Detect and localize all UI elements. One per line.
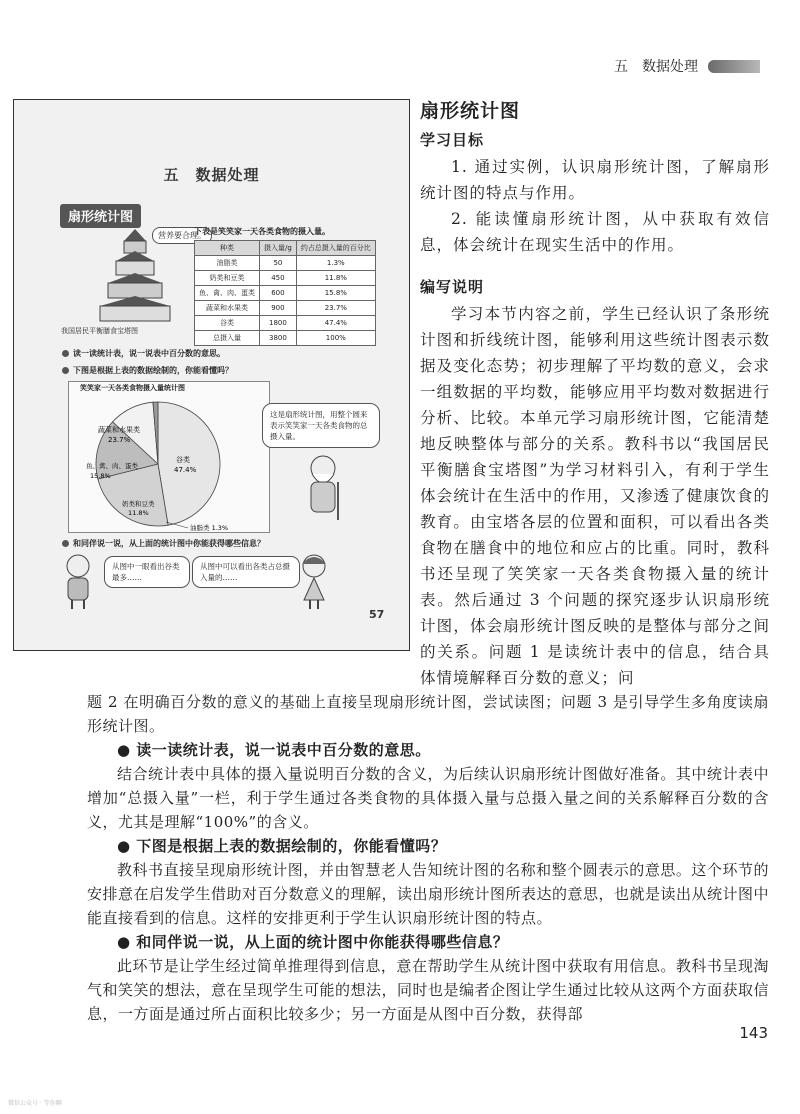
girl-xiaoxiao-illustration xyxy=(296,552,332,610)
objective-2: 2. 能读懂扇形统计图，从中获取有效信息，体会统计在现实生活中的作用。 xyxy=(420,210,770,254)
full-width-text xyxy=(87,690,769,1026)
pie-label-meat-name: 鱼、禽、肉、蛋类 xyxy=(86,462,138,470)
table-header-cell: 约占总摄入量的百分比 xyxy=(296,241,375,256)
table-cell: 11.8% xyxy=(296,271,375,286)
question-2-text: 下图是根据上表的数据绘制的，你能看懂吗？ xyxy=(73,366,233,375)
notes-heading: 编写说明 xyxy=(420,278,485,296)
table-cell: 油脂类 xyxy=(195,256,260,271)
table-header-cell: 种类 xyxy=(195,241,260,256)
page-number: 143 xyxy=(739,1024,768,1042)
question-1 xyxy=(62,348,225,359)
table-header-cell: 摄入量/g xyxy=(260,241,297,256)
pie-label-grain-name: 谷类 xyxy=(176,456,190,464)
pie-label-grain-pct: 47.4% xyxy=(174,466,197,474)
continuation-text: 题 2 在明确百分数的意义的基础上直接呈现扇形统计图，尝试读图；问题 3 是引导学生多角度读扇形统计图。 xyxy=(87,693,769,735)
table-row xyxy=(195,316,376,331)
question-2 xyxy=(62,365,233,376)
question-3-text: 和同伴说一说，从上面的统计图中你能获得哪些信息？ xyxy=(73,539,265,548)
wise-old-man-illustration xyxy=(302,452,344,522)
paragraph-2: 教科书直接呈现扇形统计图，并由智慧老人告知统计图的名称和整个圆表示的意思。这个环节的安排意在启发学生借助对百分数意义的理解，读出扇形统计图所表达的意思，也就是读出从统计图中能直接看到的信息。这样的安排更利于学生认识扇形统计图的特点。 xyxy=(87,861,770,927)
table-row xyxy=(195,256,376,271)
food-intake-table xyxy=(194,240,376,346)
table-header-row xyxy=(195,241,376,256)
table-cell: 47.4% xyxy=(296,316,375,331)
pie-chart xyxy=(78,394,258,534)
question-1-text: 读一读统计表，说一说表中百分数的意思。 xyxy=(73,349,225,358)
table-cell: 15.8% xyxy=(296,286,375,301)
pie-label-meat-pct: 15.8% xyxy=(90,472,111,480)
pie-chart-title: 笑笑家一天各类食物摄入量统计图 xyxy=(80,384,185,392)
section-label: 扇形统计图 xyxy=(60,204,141,228)
kid-speech-bubble-2: 从图中可以看出各类占总摄入量的…… xyxy=(192,556,300,588)
pie-label-oil: 油脂类 1.3% xyxy=(190,524,229,532)
table-cell: 鱼、禽、肉、蛋类 xyxy=(195,286,260,301)
pie-label-veg-pct: 23.7% xyxy=(108,436,131,444)
right-column xyxy=(420,96,770,691)
unit-title: 五 数据处理 xyxy=(163,166,260,184)
bullet-dot-icon xyxy=(62,350,69,357)
embedded-page-number: 57 xyxy=(369,608,385,621)
table-cell: 50 xyxy=(260,256,297,271)
table-row xyxy=(195,301,376,316)
bullet-heading-2: ● 下图是根据上表的数据绘制的，你能看懂吗？ xyxy=(117,837,447,855)
bullet-heading-1: ● 读一读统计表，说一说表中百分数的意思。 xyxy=(117,741,431,759)
chapter-header: 五 数据处理 xyxy=(614,59,698,75)
objective-1: 1. 通过实例，认识扇形统计图，了解扇形统计图的特点与作用。 xyxy=(420,158,770,202)
paragraph-3: 此环节是让学生经过简单推理得到信息，意在帮助学生从统计图中获取有用信息。教科书呈现淘气和笑笑的想法，意在呈现学生可能的想法，同时也是编者企图让学生通过比较从这两个方面获取信息，一方面是通过所占面积比较多少；另一方面是从图中百分数，获得部 xyxy=(87,957,770,1023)
table-cell: 谷类 xyxy=(195,316,260,331)
table-cell: 3800 xyxy=(260,331,297,346)
table-cell: 450 xyxy=(260,271,297,286)
pie-label-dairy-pct: 11.8% xyxy=(128,509,149,517)
notes-paragraph: 学习本节内容之前，学生已经认识了条形统计图和折线统计图，能够利用这些统计图表示数据及变化态势；初步理解了平均数的意义，会求一组数据的平均数，能够应用平均数对数据进行分析、比较。本单元学习扇形统计图，它能清楚地反映整体与部分的关系。教科书以“我国居民平衡膳食宝塔图”为学习材料引入，有利于学生体会统计在生活中的作用，又渗透了健康饮食的教育。由宝塔各层的位置和面积，可以看出各类食物在膳食中的地位和应占的比重。同时，教科书还呈现了笑笑家一天各类食物摄入量的统计表。然后通过 3 个问题的探究逐步认识扇形统计图，体会扇形统计图反映的是整体与部分之间的关系。问题 1 是读统计表中的信息，结合具体情境解释百分数的意义；问 xyxy=(420,305,770,687)
watermark: 微信公众号 · 等你聊 xyxy=(8,1100,62,1107)
nutrition-speech-bubble: 营养要合理。 xyxy=(152,227,212,244)
bullet-heading-3: ● 和同伴说一说，从上面的统计图中你能获得哪些信息？ xyxy=(117,933,509,951)
table-cell: 蔬菜和水果类 xyxy=(195,301,260,316)
pie-label-dairy-name: 奶类和豆类 xyxy=(122,500,155,508)
table-cell: 100% xyxy=(296,331,375,346)
pie-label-veg-name: 蔬菜和水果类 xyxy=(98,426,140,434)
section-title: 扇形统计图 xyxy=(420,100,521,122)
kid-speech-bubble-1: 从图中一眼看出谷类最多…… xyxy=(104,556,190,588)
table-caption: 下表是笑笑家一天各类食物的摄入量。 xyxy=(194,227,330,236)
question-3 xyxy=(62,538,265,549)
table-cell: 1.3% xyxy=(296,256,375,271)
pagoda-caption: 我国居民平衡膳食宝塔图 xyxy=(61,327,138,335)
bullet-dot-icon xyxy=(62,540,69,547)
bullet-dot-icon xyxy=(62,367,69,374)
sage-speech-bubble: 这是扇形统计图，用整个圆来表示笑笑家一天各类食物的总摄入量。 xyxy=(262,403,380,448)
table-cell: 600 xyxy=(260,286,297,301)
table-row xyxy=(195,271,376,286)
textbook-page-image xyxy=(13,99,410,651)
table-row xyxy=(195,286,376,301)
objectives-heading: 学习目标 xyxy=(420,131,485,149)
table-cell: 奶类和豆类 xyxy=(195,271,260,286)
running-header xyxy=(614,56,760,76)
table-row xyxy=(195,331,376,346)
paragraph-1: 结合统计表中具体的摄入量说明百分数的含义，为后续认识扇形统计图做好准备。其中统计表中增加“总摄入量”一栏，利于学生通过各类食物的具体摄入量与总摄入量之间的关系解释百分数的含义，尤其是理解“100%”的含义。 xyxy=(87,765,769,831)
table-cell: 900 xyxy=(260,301,297,316)
table-cell: 1800 xyxy=(260,316,297,331)
header-tab-bar xyxy=(708,60,760,73)
boy-taoqi-illustration xyxy=(60,552,96,610)
table-cell: 总摄入量 xyxy=(195,331,260,346)
table-cell: 23.7% xyxy=(296,301,375,316)
